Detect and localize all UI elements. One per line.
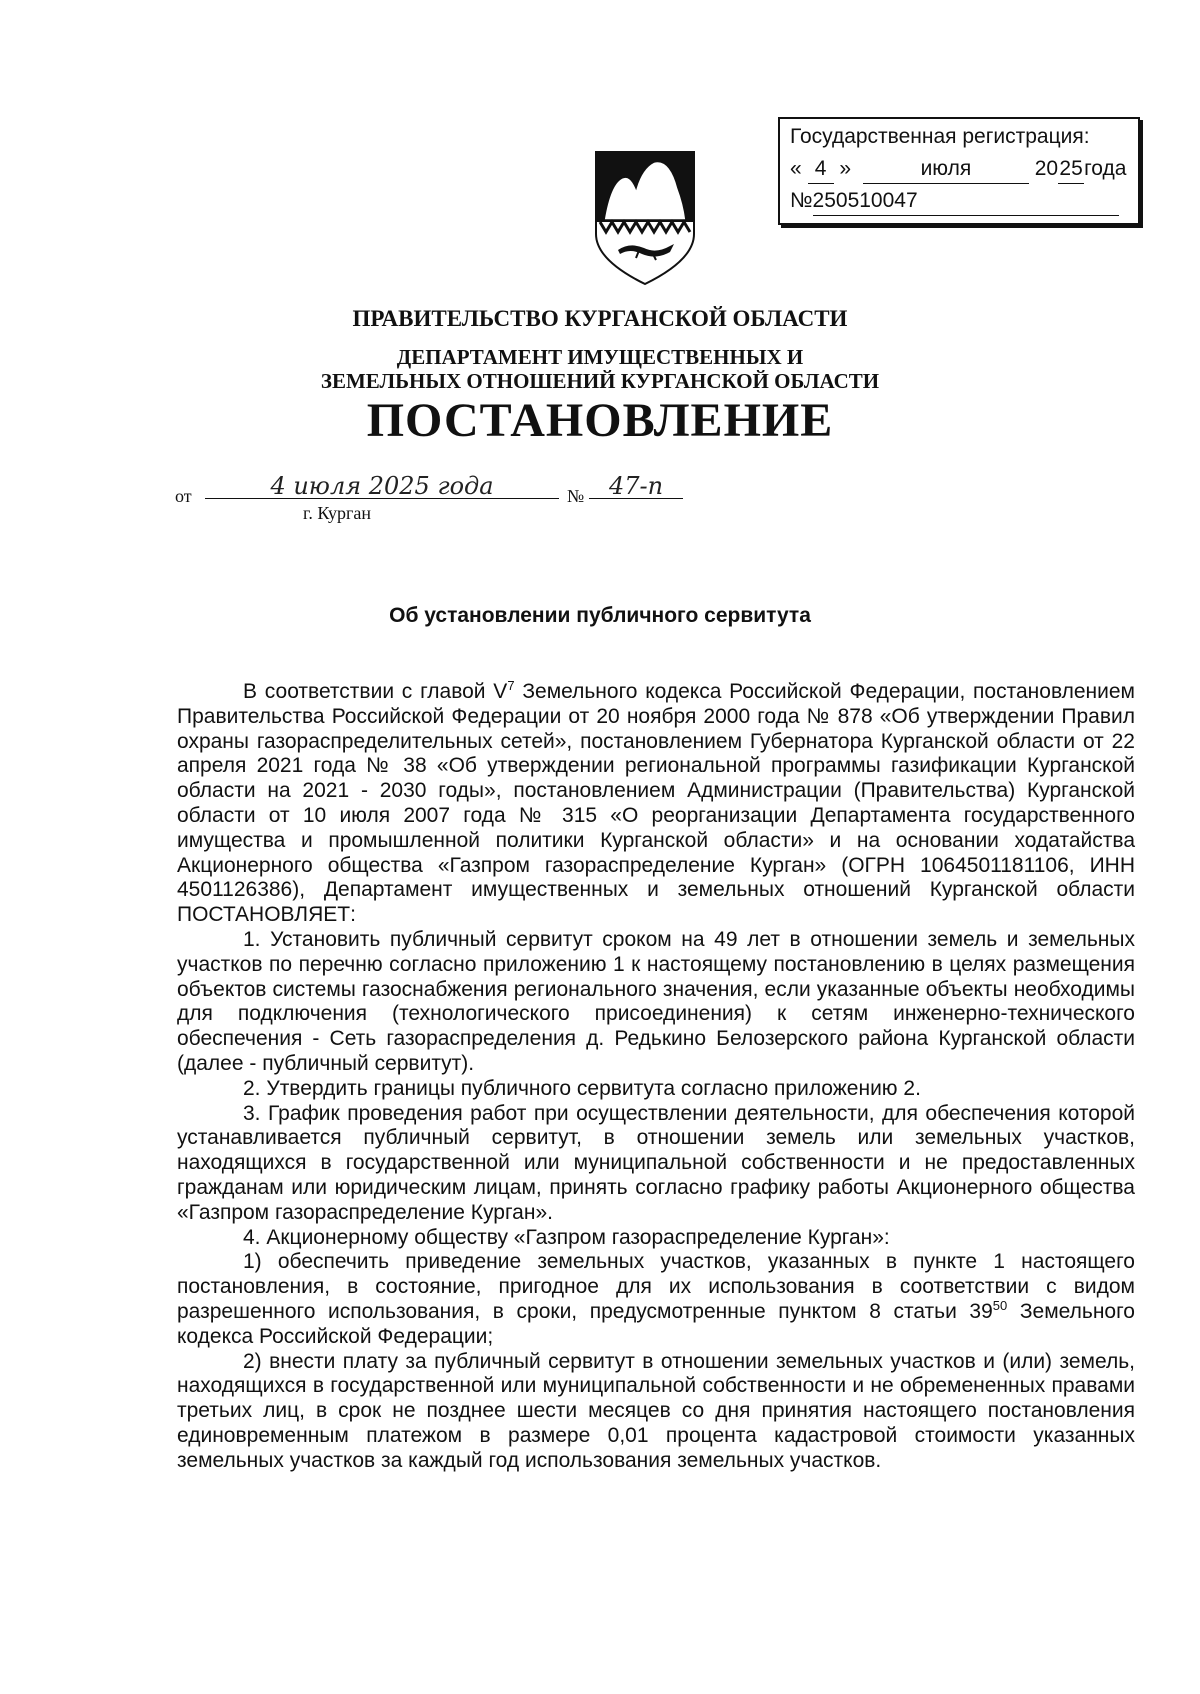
number-handwritten: 47-п (589, 474, 683, 499)
government-heading: ПРАВИТЕЛЬСТВО КУРГАНСКОЙ ОБЛАСТИ (352, 306, 848, 331)
department-line-1: ДЕПАРТАМЕНТ ИМУЩЕСТВЕННЫХ И (396, 345, 804, 369)
document-title: Об установлении публичного сервитута (389, 604, 811, 627)
document-body (177, 680, 1135, 1474)
city-label: г. Курган (303, 503, 372, 523)
paragraph-4-2: 2) внести плату за публичный сервитут в отношении земельных участков и (или) земель, находящихся в государственной или муниципальной собственности и не обремененных правами третьих лиц, в срок не позднее шести месяцев со дня принятия настоящего постановления единовременным платежом в размере 0,01 процента кадастровой стоимости указанных земельных участков за каждый год использования земельных участков. (177, 1349, 1135, 1472)
paragraph-4: 4. Акционерному обществу «Газпром газораспределение Курган»: (243, 1225, 890, 1249)
coat-of-arms-icon (590, 148, 700, 288)
paragraph-2: 2. Утвердить границы публичного сервитута согласно приложению 2. (243, 1076, 921, 1100)
intro-text-start: В соответствии с главой V (243, 680, 508, 703)
paragraph-1: 1. Установить публичный сервитут сроком на 49 лет в отношении земель и земельных участков по перечню согласно приложению 1 к настоящему постановлению в целях размещения объектов системы газоснабжения регионального значения, если указанные объекты необходимы для подключения (технологического присоединения) к сетям инженерно-технического обеспечения - Сеть газораспределения д. Редькино Белозерского района Курганской области (далее - публичный сервитут). (177, 927, 1135, 1075)
number-label: № (567, 486, 585, 506)
intro-text-end: Земельного кодекса Российской Федерации, постановлением Правительства Российской Федерации от 20 ноября 2000 года № 878 «Об утверждении Правил охраны газораспределительных сетей», постановлением Губернатора Курганской области от 22 апреля 2021 года № 38 «Об утверждении региональной программы газификации Курганской области на 2021 - 2030 годы», постановлением Администрации (Правительства) Курганской области от 10 июля 2007 года № 315 «О реорганизации Департамента государственного имущества и промышленной политики Курганской области» и на основании ходатайства Акционерного общества «Газпром газораспределение Курган» (ОГРН 1064501181106, ИНН 4501126386), Департамент имущественных и земельных отношений Курганской области ПОСТАНОВЛЯЕТ: (177, 680, 1135, 927)
date-from-label: от (175, 486, 192, 506)
stamp-number-prefix: № (790, 189, 813, 212)
stamp-year-suffix: 25 (1058, 156, 1084, 184)
stamp-year-prefix: 20 (1034, 157, 1059, 180)
stamp-day-open: « (790, 157, 802, 180)
stamp-date-row (790, 153, 1128, 185)
stamp-month: июля (863, 156, 1029, 184)
department-heading (0, 345, 1200, 393)
stamp-number: 250510047 (813, 188, 1119, 216)
registration-stamp (778, 117, 1140, 225)
date-line (175, 472, 695, 518)
stamp-heading: Государственная регистрация: (790, 125, 1090, 148)
p4-1-text-end: Земельного кодекса Российской Федерации; (177, 1299, 1135, 1348)
department-line-2: ЗЕМЕЛЬНЫХ ОТНОШЕНИЙ КУРГАНСКОЙ ОБЛАСТИ (320, 369, 880, 393)
paragraph-intro (177, 680, 1135, 928)
date-handwritten: 4 июля 2025 года (205, 474, 559, 499)
stamp-day: 4 (808, 156, 834, 184)
p4-1-text-start: 1) обеспечить приведение земельных участков, указанных в пункте 1 настоящего постановления, в состояние, пригодное для их использования в соответствии с видом разрешенного использования, в сроки, предусмотренные пунктом 8 статьи 39 (177, 1250, 1135, 1323)
paragraph-3: 3. График проведения работ при осуществлении деятельности, для обеспечения которой устанавливается публичный сервитут, в отношении земель или земельных участков, находящихся в государственной или муниципальной собственности и не предоставленных гражданам или юридическим лицам, принять согласно графику работы Акционерного общества «Газпром газораспределение Курган». (177, 1101, 1135, 1224)
document-type-heading: ПОСТАНОВЛЕНИЕ (366, 394, 834, 447)
paragraph-4-1 (177, 1250, 1135, 1349)
stamp-day-close: » (839, 157, 852, 180)
intro-superscript: 7 (507, 678, 515, 693)
stamp-number-row (790, 185, 1128, 217)
stamp-year-word: года (1084, 157, 1127, 180)
p4-1-superscript: 50 (992, 1297, 1008, 1313)
